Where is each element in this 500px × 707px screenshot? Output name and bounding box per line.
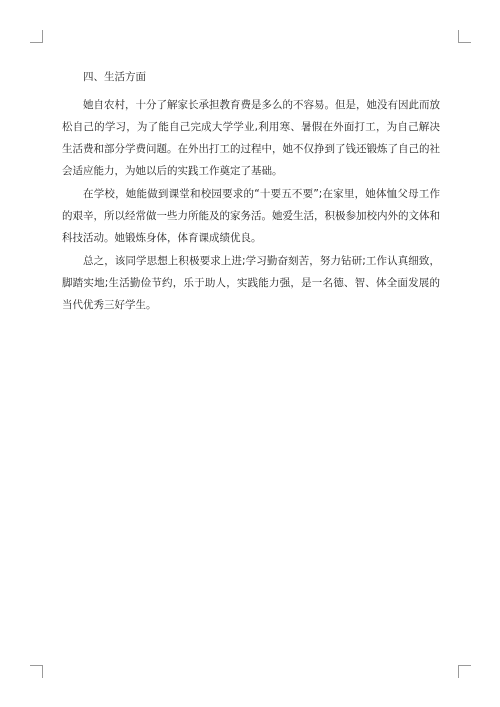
document-body xyxy=(62,66,440,317)
paragraph-school-and-home: 在学校，她能做到课堂和校园要求的“十要五不要”;在家里，她体恤父母工作的艰辛，所以经常做一些力所能及的家务活。她爱生活，积极参加校内外的文体和科技活动。她锻炼身体，体育课成绩优良。 xyxy=(62,188,440,244)
crop-mark-bottom-left xyxy=(30,665,43,678)
paragraph-rural-background: 她自农村，十分了解家长承担教育费是多么的不容易。但是，她没有因此而放松自己的学习，为了能自己完成大学学业,利用寒、暑假在外面打工，为自己解决生活费和部分学费问题。在外出打工的过程中，她不仅挣到了钱还锻炼了自己的社会适应能力，为她以后的实践工作奠定了基础。 xyxy=(62,99,440,177)
crop-mark-top-right xyxy=(458,30,471,43)
paragraph-summary: 总之，该同学思想上积极要求上进;学习勤奋刻苦，努力钻研;工作认真细致，脚踏实地;生活勤俭节约，乐于助人，实践能力强，是一名德、智、体全面发展的当代优秀三好学生。 xyxy=(62,255,440,311)
crop-mark-top-left xyxy=(30,30,43,43)
section-heading: 四、生活方面 xyxy=(83,71,146,83)
crop-mark-bottom-right xyxy=(458,665,471,678)
